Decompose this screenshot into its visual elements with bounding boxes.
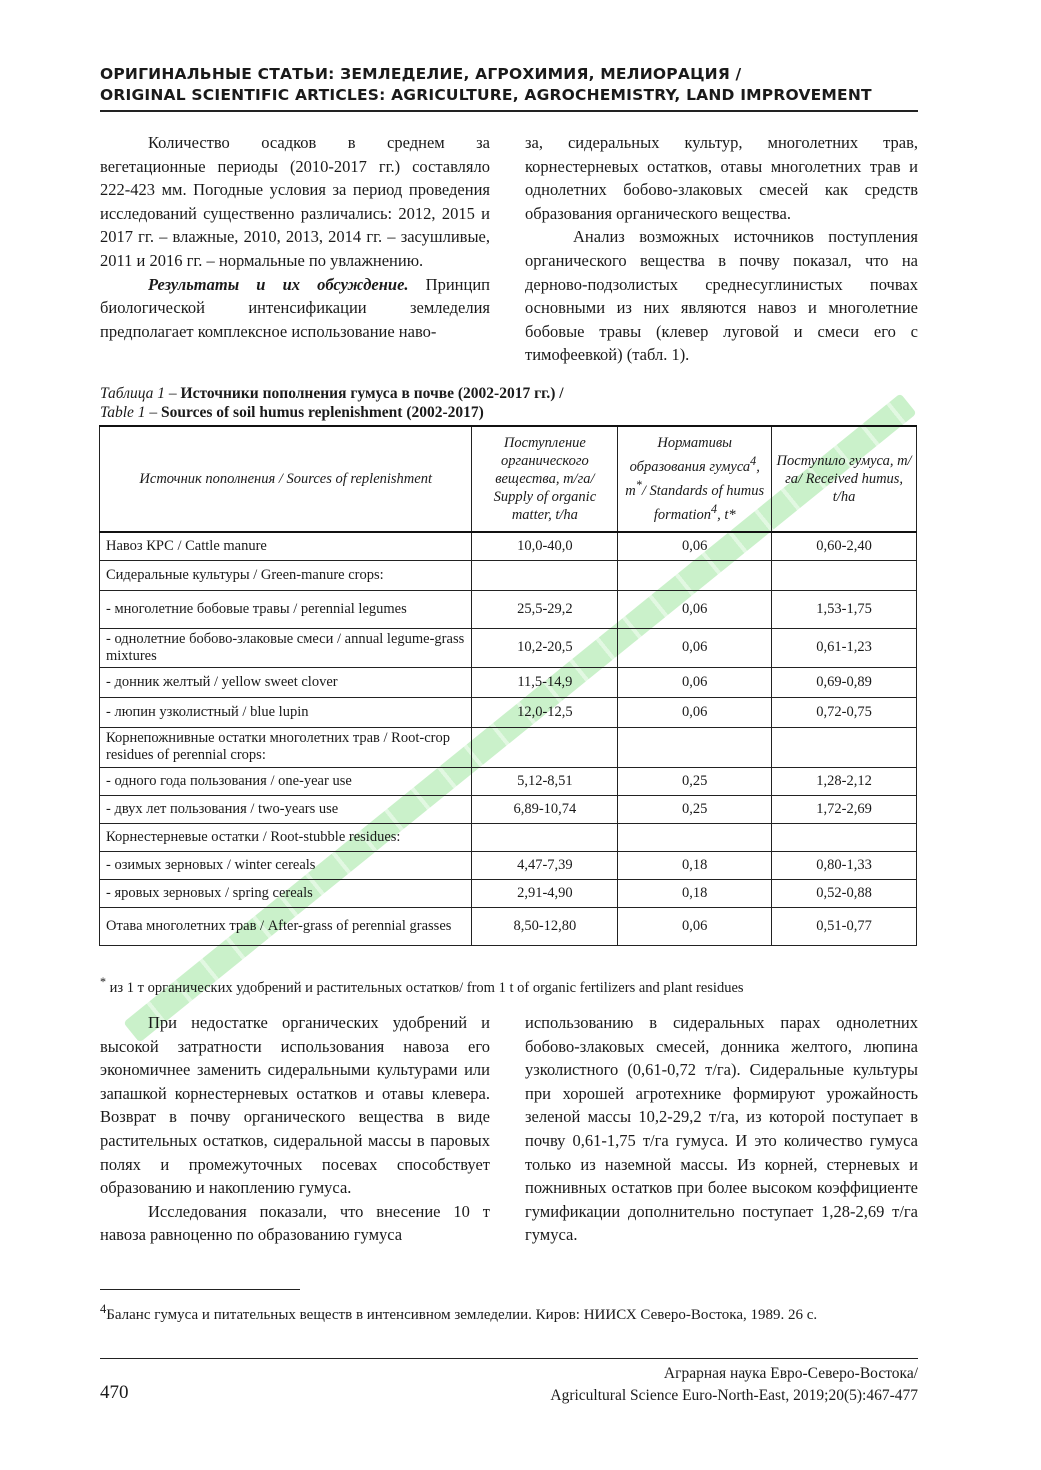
paragraph: При недостатке органических удобрений и высокой затратности использования навоза его экономичнее заменить сидеральными культурами или запашкой корнестерневых остатков и отавы клевера. Возврат в почву органического вещества в виде растительных остатков, сидеральной массы в паровых полях и промежуточных посевах способствует образованию и накоплению гумуса. (100, 1013, 490, 1198)
cell-norm: 0,06 (618, 667, 772, 697)
cell-supply: 8,50-12,80 (472, 907, 618, 945)
cell-received (772, 727, 917, 767)
table-row (100, 560, 917, 590)
cell-supply: 25,5-29,2 (472, 590, 618, 628)
cell-received: 0,60-2,40 (772, 532, 917, 560)
cell-received: 0,61-1,23 (772, 628, 917, 667)
cell-received: 0,72-0,75 (772, 697, 917, 727)
cell-supply: 4,47-7,39 (472, 851, 618, 879)
journal-name-en: Agricultural Science Euro-North-East, 2019;20(5):467-477 (550, 1387, 918, 1404)
cell-norm: 0,25 (618, 767, 772, 795)
cell-source: Корнестерневые остатки / Root-stubble residues: (100, 823, 472, 851)
cell-norm (618, 823, 772, 851)
header-supply: Поступление органического вещества, т/га/ Supply of organic matter, t/ha (472, 426, 618, 532)
bottom-right-column (525, 1011, 918, 1247)
paragraph-text: Принцип биологической интенсификации земледелия предполагает комплексное использование наво- (100, 274, 490, 341)
cell-norm: 0,06 (618, 590, 772, 628)
caption-label-ru: Таблица 1 – (100, 385, 181, 402)
top-left-column (100, 131, 490, 343)
footnote-divider (100, 1289, 300, 1290)
source-footnote: $^4$Баланс гумуса и питательных веществ в интенсивном земледелии. Киров: НИИСХ Северо-Востока, 1989. 26 с. (100, 1302, 818, 1323)
cell-received: 1,28-2,12 (772, 767, 917, 795)
cell-supply: 11,5-14,9 (472, 667, 618, 697)
paragraph: за, сидеральных культур, многолетних трав, корнестерневых остатков, отавы многолетних трав и однолетних бобово-злаковых смесей как средств образования органического вещества. (525, 133, 918, 223)
top-right-column (525, 131, 918, 367)
cell-norm: 0,06 (618, 907, 772, 945)
table-row (100, 697, 917, 727)
table-row (100, 628, 917, 667)
table-row (100, 851, 917, 879)
footer-divider (100, 1358, 918, 1359)
cell-received: 0,69-0,89 (772, 667, 917, 697)
caption-title-en: Sources of soil humus replenishment (2002-2017) (161, 404, 484, 421)
header-received: Поступило гумуса, т/га/ Received humus, t/ha (772, 426, 917, 532)
cell-supply: 12,0-12,5 (472, 697, 618, 727)
caption-title-ru: Источники пополнения гумуса в почве (2002-2017 гг.) / (180, 385, 564, 402)
journal-citation (550, 1363, 918, 1407)
table-footnote: * из 1 т органических удобрений и растительных остатков/ from 1 t of organic fertilizers and plant residues (100, 975, 744, 996)
cell-received: 0,51-0,77 (772, 907, 917, 945)
cell-received: 1,72-2,69 (772, 795, 917, 823)
table-row (100, 879, 917, 907)
cell-source: Корнепожнивные остатки многолетних трав / Root-crop residues of perennial crops: (100, 727, 472, 767)
table-row (100, 907, 917, 945)
cell-source: - двух лет пользования / two-years use (100, 795, 472, 823)
cell-source: - многолетние бобовые травы / perennial legumes (100, 590, 472, 628)
paragraph: Анализ возможных источников поступления органического вещества в почву показал, что на дерново-подзолистых среднесуглинистых почвах основными из них являются навоз и многолетние бобовые травы (клевер луговой и смеси его с тимофеевкой) (табл. 1). (525, 227, 918, 365)
cell-norm: 0,06 (618, 697, 772, 727)
paragraph: Количество осадков в среднем за вегетационные периоды (2010-2017 гг.) составляло 222-423 мм. Погодные условия за период проведения исследований существенно различались: 2012, 2015 и 2017 гг. – влажные, 2010, 2013, 2014 гг. – засушливые, 2011 и 2016 гг. – нормальные по увлажнению. (100, 133, 490, 270)
header-standards: Нормативы образования гумуса$^4$, т*/ Standards of humus formation$^4$, t* (618, 426, 772, 532)
journal-name-ru: Аграрная наука Евро-Северо-Востока/ (663, 1365, 918, 1382)
cell-source: - люпин узколистный / blue lupin (100, 697, 472, 727)
cell-supply (472, 560, 618, 590)
cell-norm: 0,18 (618, 851, 772, 879)
table-row (100, 795, 917, 823)
results-heading: Результаты и их обсуждение. (148, 274, 409, 294)
cell-supply: 2,91-4,90 (472, 879, 618, 907)
table-row (100, 532, 917, 560)
table-row (100, 727, 917, 767)
cell-received: 0,52-0,88 (772, 879, 917, 907)
cell-received: 0,80-1,33 (772, 851, 917, 879)
paragraph: использованию в сидеральных парах однолетних бобово-злаковых смесей, донника желтого, люпина узколистного (0,61-0,72 т/га). Сидеральные культуры при хорошей агротехнике формируют урожайность зеленой массы 10,2-29,2 т/га, из которой поступает в почву 0,61-1,75 т/га гумуса. И это количество гумуса только из наземной массы. Из корней, стерневых и пожнивных остатков при более высоком коэффициенте гумификации дополнительно поступает 1,28-2,69 т/га гумуса. (525, 1013, 918, 1245)
cell-received (772, 560, 917, 590)
header-line-en: ORIGINAL SCIENTIFIC ARTICLES: AGRICULTURE, AGROCHEMISTRY, LAND IMPROVEMENT (100, 86, 872, 104)
cell-supply: 5,12-8,51 (472, 767, 618, 795)
cell-norm: 0,18 (618, 879, 772, 907)
cell-supply: 10,2-20,5 (472, 628, 618, 667)
cell-source: Навоз КРС / Cattle manure (100, 532, 472, 560)
page-number: 470 (100, 1382, 129, 1403)
humus-sources-table (99, 425, 917, 946)
cell-supply: 6,89-10,74 (472, 795, 618, 823)
cell-norm (618, 560, 772, 590)
cell-supply (472, 823, 618, 851)
cell-source: - одного года пользования / one-year use (100, 767, 472, 795)
header-divider (100, 110, 918, 112)
bottom-left-column (100, 1011, 490, 1247)
cell-source: Сидеральные культуры / Green-manure crops: (100, 560, 472, 590)
cell-source: - яровых зерновых / spring cereals (100, 879, 472, 907)
cell-norm: 0,25 (618, 795, 772, 823)
caption-label-en: Table 1 – (100, 404, 162, 421)
cell-source: - озимых зерновых / winter cereals (100, 851, 472, 879)
cell-supply: 10,0-40,0 (472, 532, 618, 560)
table-caption (100, 384, 920, 422)
cell-received: 1,53-1,75 (772, 590, 917, 628)
table-row (100, 823, 917, 851)
table-row (100, 667, 917, 697)
cell-norm: 0,06 (618, 628, 772, 667)
cell-norm (618, 727, 772, 767)
paragraph (100, 273, 490, 344)
cell-source: - донник желтый / yellow sweet clover (100, 667, 472, 697)
paragraph: Исследования показали, что внесение 10 т навоза равноценно по образованию гумуса (100, 1201, 490, 1245)
header-source: Источник пополнения / Sources of replenishment (100, 426, 472, 532)
header-line-ru: ОРИГИНАЛЬНЫЕ СТАТЬИ: ЗЕМЛЕДЕЛИЕ, АГРОХИМИЯ, МЕЛИОРАЦИЯ / (100, 65, 742, 83)
table-row (100, 767, 917, 795)
cell-received (772, 823, 917, 851)
section-header (100, 64, 920, 106)
cell-source: Отава многолетних трав / After-grass of perennial grasses (100, 907, 472, 945)
table-row (100, 590, 917, 628)
cell-source: - однолетние бобово-злаковые смеси / annual legume-grass mixtures (100, 628, 472, 667)
cell-supply (472, 727, 618, 767)
cell-norm: 0,06 (618, 532, 772, 560)
